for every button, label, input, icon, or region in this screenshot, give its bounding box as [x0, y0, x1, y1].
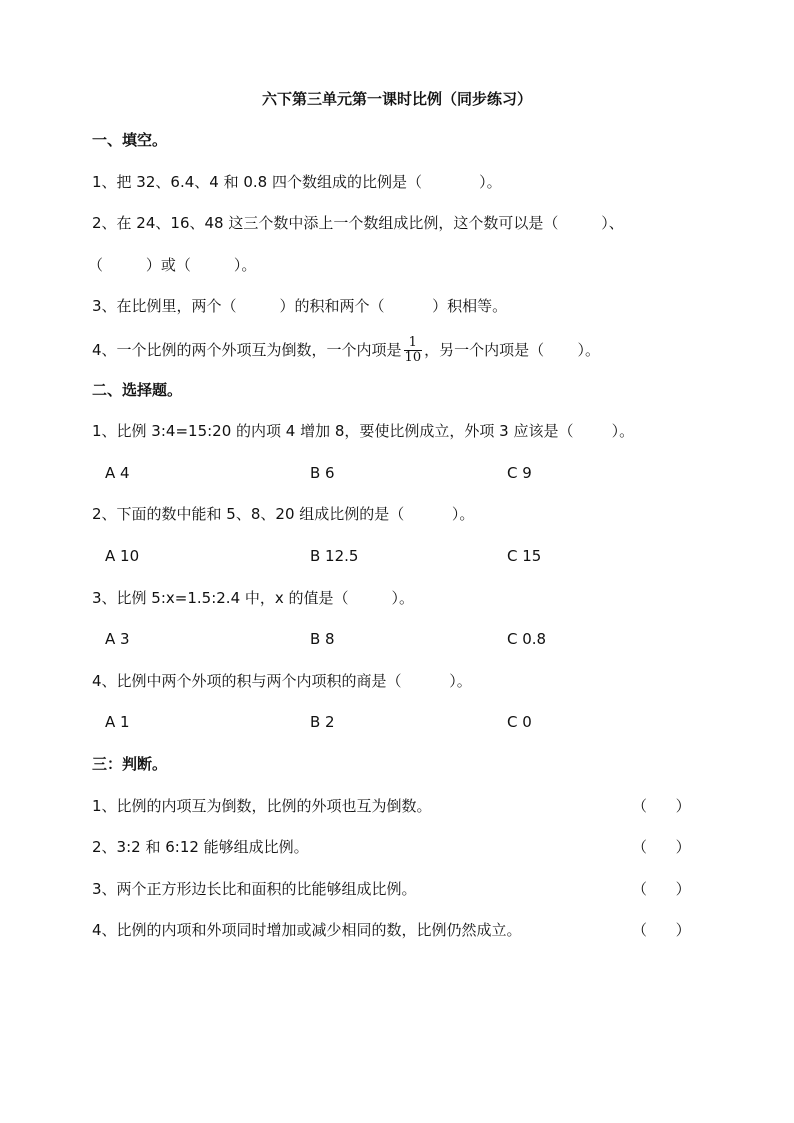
choice-1-option-c: C 9: [507, 464, 532, 482]
fill-question-2-line1: 2、在 24、16、48 这三个数中添上一个数组成比例，这个数可以是（ ）、: [92, 214, 624, 232]
section3-heading: 三：判断。: [92, 755, 168, 773]
fill-question-4-after: ，另一个内项是（ ）。: [424, 341, 600, 359]
choice-question-2: 2、下面的数中能和 5、8、20 组成比例的是（ ）。: [92, 505, 475, 523]
choice-4-option-b: B 2: [310, 713, 335, 731]
choice-question-3: 3、比例 5:x=1.5:2.4 中，x 的值是（ ）。: [92, 589, 414, 607]
judge-answer-box-3: （ ）: [632, 880, 691, 898]
choice-4-option-a: A 1: [105, 713, 130, 731]
section1-heading: 一、填空。: [92, 131, 168, 149]
choice-4-option-c: C 0: [507, 713, 532, 731]
page-title: 六下第三单元第一课时比例（同步练习）: [261, 90, 532, 108]
fill-question-4: [92, 336, 600, 365]
section2-heading: 二、选择题。: [92, 381, 183, 399]
choice-1-option-a: A 4: [105, 464, 130, 482]
choice-3-option-b: B 8: [310, 630, 335, 648]
fill-question-1: 1、把 32、6.4、4 和 0.8 四个数组成的比例是（ ）。: [92, 173, 502, 191]
choice-2-option-a: A 10: [105, 547, 140, 565]
choice-3-option-a: A 3: [105, 630, 130, 648]
judge-item-3: 3、两个正方形边长比和面积的比能够组成比例。: [92, 880, 417, 898]
fraction-numerator: 1: [404, 336, 423, 351]
fraction-one-tenth: [404, 336, 423, 365]
fill-question-4-before: 4、一个比例的两个外项互为倒数，一个内项是: [92, 341, 402, 359]
choice-question-4: 4、比例中两个外项的积与两个内项积的商是（ ）。: [92, 672, 472, 690]
choice-question-1: 1、比例 3:4=15:20 的内项 4 增加 8，要使比例成立，外项 3 应该是（ ）。: [92, 422, 635, 440]
choice-3-option-c: C 0.8: [507, 630, 547, 648]
fill-question-3: 3、在比例里，两个（ ）的积和两个（ ）积相等。: [92, 297, 508, 315]
choice-2-option-c: C 15: [507, 547, 542, 565]
choice-1-option-b: B 6: [310, 464, 335, 482]
choice-2-option-b: B 12.5: [310, 547, 359, 565]
judge-item-2: 2、3:2 和 6:12 能够组成比例。: [92, 838, 309, 856]
judge-answer-box-2: （ ）: [632, 838, 691, 856]
judge-answer-box-1: （ ）: [632, 797, 691, 815]
judge-item-1: 1、比例的内项互为倒数，比例的外项也互为倒数。: [92, 797, 432, 815]
judge-answer-box-4: （ ）: [632, 921, 691, 939]
fill-question-2-line2: （ ）或（ ）。: [88, 256, 257, 274]
fraction-denominator: 10: [404, 350, 422, 365]
judge-item-4: 4、比例的内项和外项同时增加或减少相同的数，比例仍然成立。: [92, 921, 522, 939]
